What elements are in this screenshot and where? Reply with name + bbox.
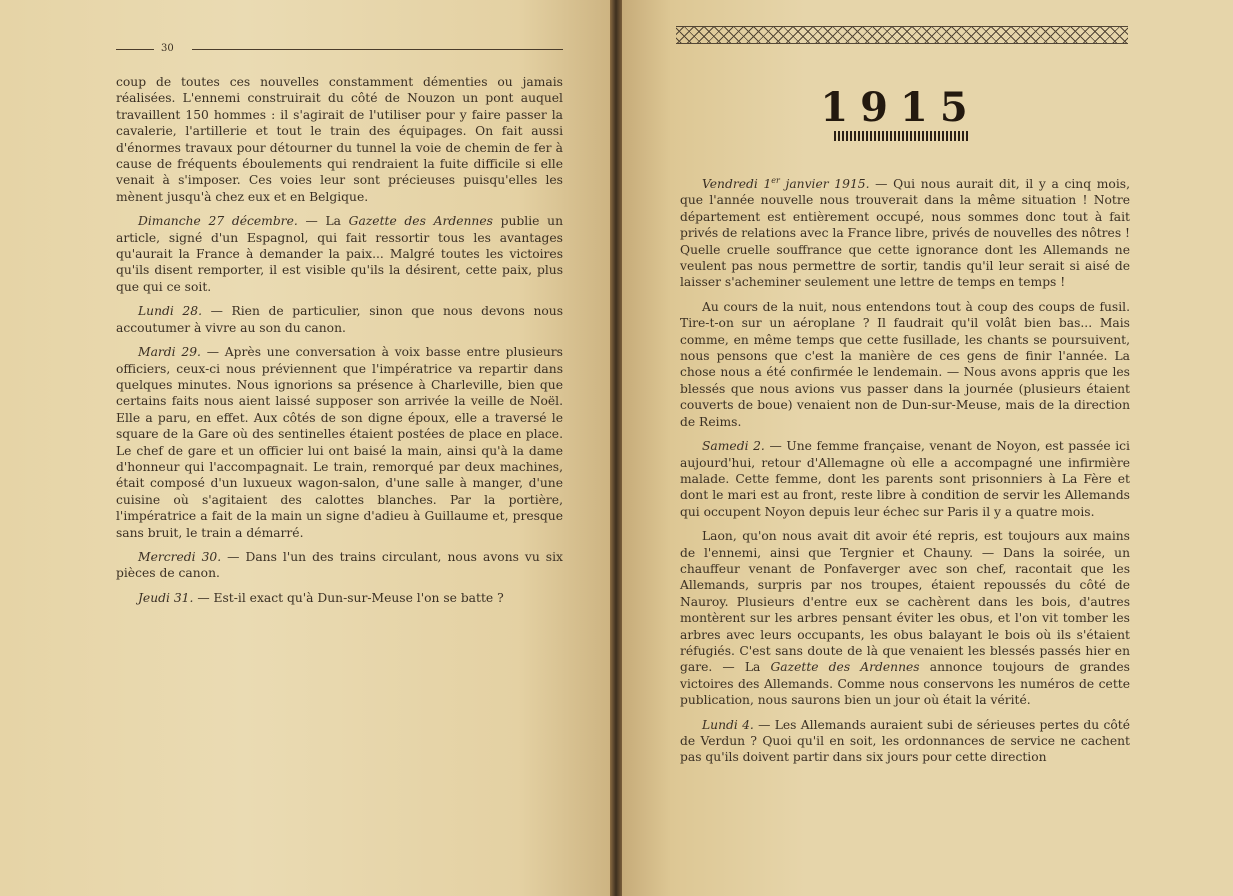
year-heading: 1915 bbox=[820, 84, 980, 131]
page-number: 30 bbox=[161, 43, 174, 54]
entry-text-lead: — La bbox=[297, 214, 349, 229]
right-page-text bbox=[680, 176, 1130, 774]
entry-date-day: Vendredi 1 bbox=[702, 177, 772, 191]
left-page bbox=[0, 0, 610, 896]
entry-text: — Les Allemands auraient subi de sérieuses pertes du côté de Verdun ? Quoi qu'il en soit, les ordonnances de service ne cachent pas qu'ils doivent partir dans six jours pour cette direction bbox=[680, 717, 1131, 765]
diary-entry bbox=[680, 717, 1130, 766]
diary-entry bbox=[116, 590, 563, 606]
entry-text: — Est-il exact qu'à Dun-sur-Meuse l'on se batte ? bbox=[193, 590, 504, 605]
entry-text: — Dans l'un des trains circulant, nous avons vu six pièces de canon. bbox=[116, 549, 563, 581]
paragraph bbox=[116, 74, 563, 205]
diary-entry bbox=[680, 438, 1130, 520]
entry-text: — Qui nous aurait dit, il y a cinq mois, que l'année nouvelle nous trouverait dans la même situation ! Notre département est entièrement occupé, nous sommes donc tout à fait privés de relations avec la France libre, privés de nouvelles des nôtres ! Quelle cruelle souffrance que cette ignorance dont les Allemands ne veulent pas nous permettre de sortir, tandis qu'il leur serait si aisé de laisser s'acheminer seulement une lettre de temps en temps ! bbox=[680, 177, 1130, 290]
heading-underline-ornament bbox=[834, 131, 969, 141]
left-page-text bbox=[116, 74, 563, 614]
paragraph-text: coup de toutes ces nouvelles constamment démenties ou jamais réalisées. L'ennemi construirait du côté de Nouzon un pont auquel travaillent 150 hommes : il s'agirait de l'utiliser pour y faire passer la cavalerie, l'artillerie et tout le train des équipages. On fait aussi d'énormes travaux pour détourner du tunnel la voie de chemin de fer à cause de fréquents éboulements qui rendraient la fuite difficile si elle venait à s'imposer. Ces voies leur sont précieuses puisqu'elles les mènent jusqu'à chez eux et en Belgique. bbox=[116, 75, 563, 204]
paragraph bbox=[680, 299, 1130, 430]
page-header bbox=[116, 42, 563, 56]
entry-date: Mardi 29. bbox=[138, 345, 201, 360]
entry-date: Dimanche 27 décembre. bbox=[138, 214, 298, 229]
paragraph-text: annonce toujours de grandes victoires des Allemands. Comme nous conservons les numéros de cette publication, nous saurons bien un jour où était la vérité. bbox=[680, 660, 1130, 708]
paragraph bbox=[680, 528, 1130, 708]
entry-date bbox=[702, 177, 870, 191]
diary-entry bbox=[116, 303, 563, 336]
entry-date: Jeudi 31. bbox=[138, 590, 194, 605]
entry-date-rest: janvier 1915. bbox=[779, 177, 870, 191]
entry-text: — Après une conversation à voix basse entre plusieurs officiers, ceux-ci nous préviennent que l'impératrice va repartir dans quelques minutes. Nous ignorions sa présence à Charleville, bien que certains faits nous aient laissé supposer son arrivée la veille de Noël. Elle a paru, en effet. Aux côtés de son digne époux, elle a traversé le square de la Gare où des sentinelles étaient postées de place en place. Le chef de gare et un officier lui ont baisé la main, ainsi qu'à la dame d'honneur qui l'accompagnait. Le train, remorqué par deux machines, était composé d'un luxueux wagon-salon, d'une salle à manger, d'une cuisine où s'agitaient des calottes blanches. Par la portière, l'impératrice a fait de la main un signe d'adieu à Guillaume et, presque sans bruit, le train a démarré. bbox=[116, 345, 563, 540]
publication-title: Gazette des Ardennes bbox=[770, 660, 920, 675]
diary-entry bbox=[116, 213, 563, 295]
diary-entry bbox=[680, 176, 1130, 291]
header-rule-right bbox=[192, 49, 563, 50]
entry-date-superscript: er bbox=[771, 175, 780, 185]
entry-date: Lundi 4. bbox=[702, 717, 754, 732]
book-gutter bbox=[610, 0, 622, 896]
paragraph-text: Au cours de la nuit, nous entendons tout à coup des coups de fusil. Tire-t-on sur un aéroplane ? Il faudrait qu'il volât bien bas... Mais comme, en même temps que cette fusillade, les chants se poursuivent, nous pensons que c'est la manière de ces gens de finir l'année. La chose nous a été confirmée le lendemain. — Nous avons appris que les blessés que nous avions vus passer dans la journée (plusieurs étaient couverts de boue) venaient non de Dun-sur-Meuse, mais de la direction de Reims. bbox=[680, 299, 1130, 429]
entry-date: Samedi 2. bbox=[702, 439, 765, 454]
entry-text: — Rien de particulier, sinon que nous devons nous accoutumer à vivre au son du canon. bbox=[116, 304, 564, 335]
entry-date: Lundi 28. bbox=[138, 304, 202, 319]
entry-date: Mercredi 30. bbox=[138, 549, 222, 564]
header-rule-left bbox=[116, 49, 154, 50]
paragraph-text-lead: Laon, qu'on nous avait dit avoir été repris, est toujours aux mains de l'ennemi, ainsi que Tergnier et Chauny. — Dans la soirée, un chauffeur venant de Ponfaverger avec son chef, racontait que les Allemands, surpris par nos troupes, étaient repoussés du côté de Nauroy. Plusieurs d'entre eux se cachèrent dans les bois, d'autres montèrent sur les arbres pensant éviter les obus, et l'on vit tomber les arbres avec leurs occupants, les obus balayant le bois où ils s'étaient réfugiés. C'est sans doute de là que venaient les blessés passés hier en gare. — La bbox=[680, 529, 1130, 675]
entry-text: — Une femme française, venant de Noyon, est passée ici aujourd'hui, retour d'Allemagne où elle a accompagné une infirmière malade. Cette femme, dont les parents sont prisonniers à La Fère et dont le mari est au front, reste libre à condition de servir les Allemands qui occupent Noyon depuis leur échec sur Paris il y a quatre mois. bbox=[680, 439, 1130, 519]
diary-entry bbox=[116, 344, 563, 541]
decorative-ornament-band bbox=[676, 26, 1128, 44]
publication-title: Gazette des Ardennes bbox=[348, 214, 493, 229]
entry-text: publie un article, signé d'un Espagnol, qui fait ressortir tous les avantages qu'aurait la France à demander la paix... Malgré toutes les victoires qu'ils disent remporter, il est visible qu'ils la désirent, cette paix, plus que qui ce soit. bbox=[116, 214, 563, 294]
diary-entry bbox=[116, 549, 563, 582]
